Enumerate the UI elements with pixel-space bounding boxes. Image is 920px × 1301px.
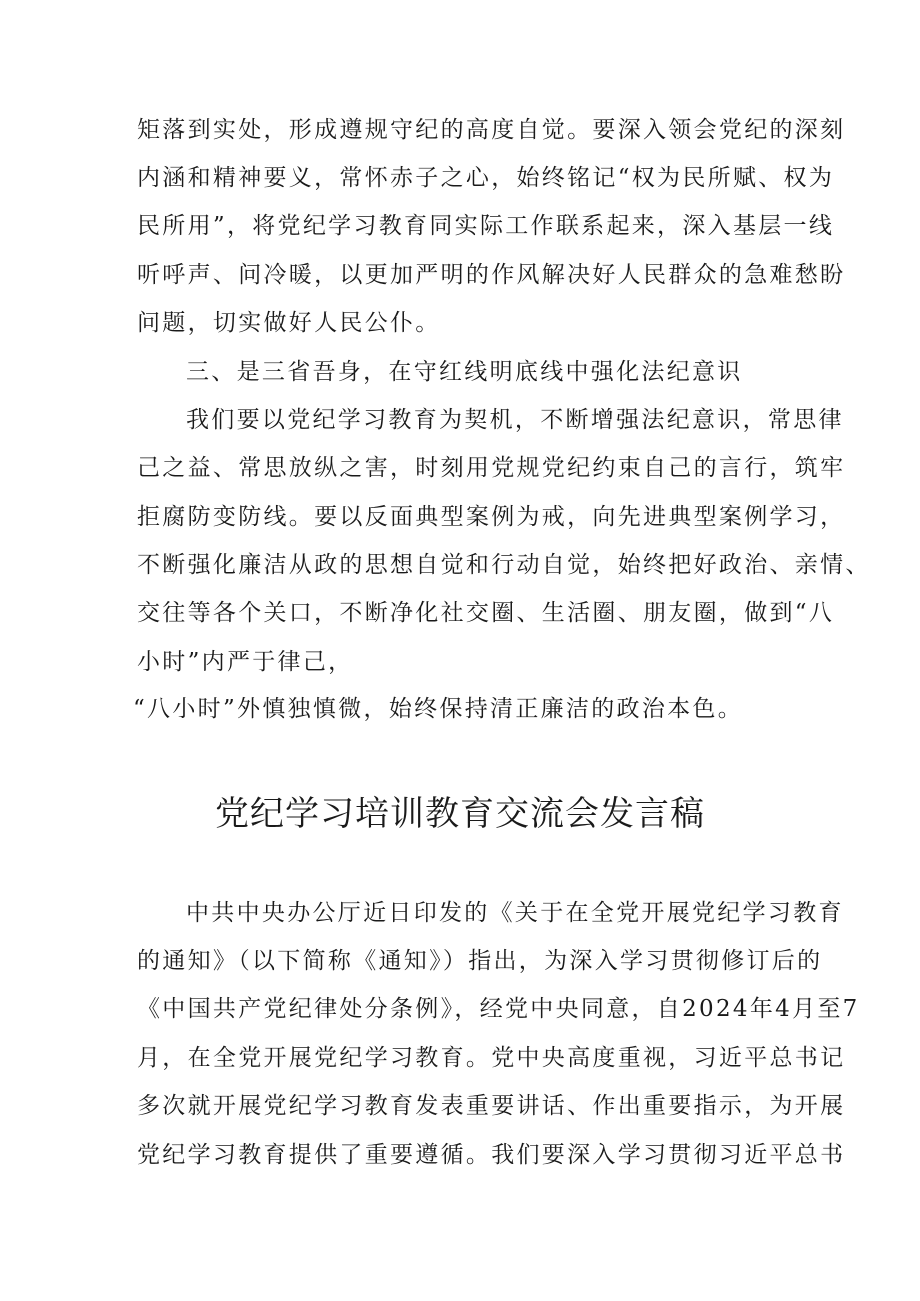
paragraph-line: 问题，切实做好人民公仆。 [137,310,441,336]
paragraph-line: 多次就开展党纪学习教育发表重要讲话、作出重要指示，为开展 [137,1093,846,1119]
paragraph-line: 我们要以党纪学习教育为契机，不断增强法纪意识，常思律 [186,407,844,433]
paragraph-line: 交往等各个关口，不断净化社交圈、生活圈、朋友圈，做到“八 [137,600,835,626]
paragraph-line: 己之益、常思放纵之害，时刻用党规党纪约束自己的言行，筑牢 [137,455,846,481]
article-title: 党纪学习培训教育交流会发言稿 [215,794,705,834]
paragraph-line: 月，在全党开展党纪学习教育。党中央高度重视，习近平总书记 [137,1045,846,1071]
paragraph-line: 党纪学习教育提供了重要遵循。我们要深入学习贯彻习近平总书 [137,1142,846,1168]
paragraph-line: 《中国共产党纪律处分条例》，经党中央同意，自2024年4月至7 [137,996,860,1022]
paragraph-line: 内涵和精神要义，常怀赤子之心，始终铭记“权为民所赋、权为 [137,165,835,191]
paragraph-line: 矩落到实处，形成遵规守纪的高度自觉。要深入领会党纪的深刻 [137,117,846,143]
paragraph-line: 小时”内严于律己， [137,649,354,675]
paragraph-line: 的通知》（以下简称《通知》）指出，为深入学习贯彻修订后的 [137,948,823,974]
paragraph-line: 听呼声、问冷暖，以更加严明的作风解决好人民群众的急难愁盼 [137,262,846,288]
paragraph-line: 不断强化廉洁从政的思想自觉和行动自觉，始终把好政治、亲情、 [137,552,871,578]
paragraph-line: 拒腐防变防线。要以反面典型案例为戒，向先进典型案例学习， [137,504,846,530]
paragraph-line: 民所用”，将党纪学习教育同实际工作联系起来，深入基层一线 [137,213,835,239]
paragraph-line: 中共中央办公厅近日印发的《关于在全党开展党纪学习教育 [186,900,844,926]
paragraph-line: “八小时”外慎独慎微，始终保持清正廉洁的政治本色。 [133,696,744,722]
section-heading: 三、是三省吾身，在守红线明底线中强化法纪意识 [186,359,743,385]
